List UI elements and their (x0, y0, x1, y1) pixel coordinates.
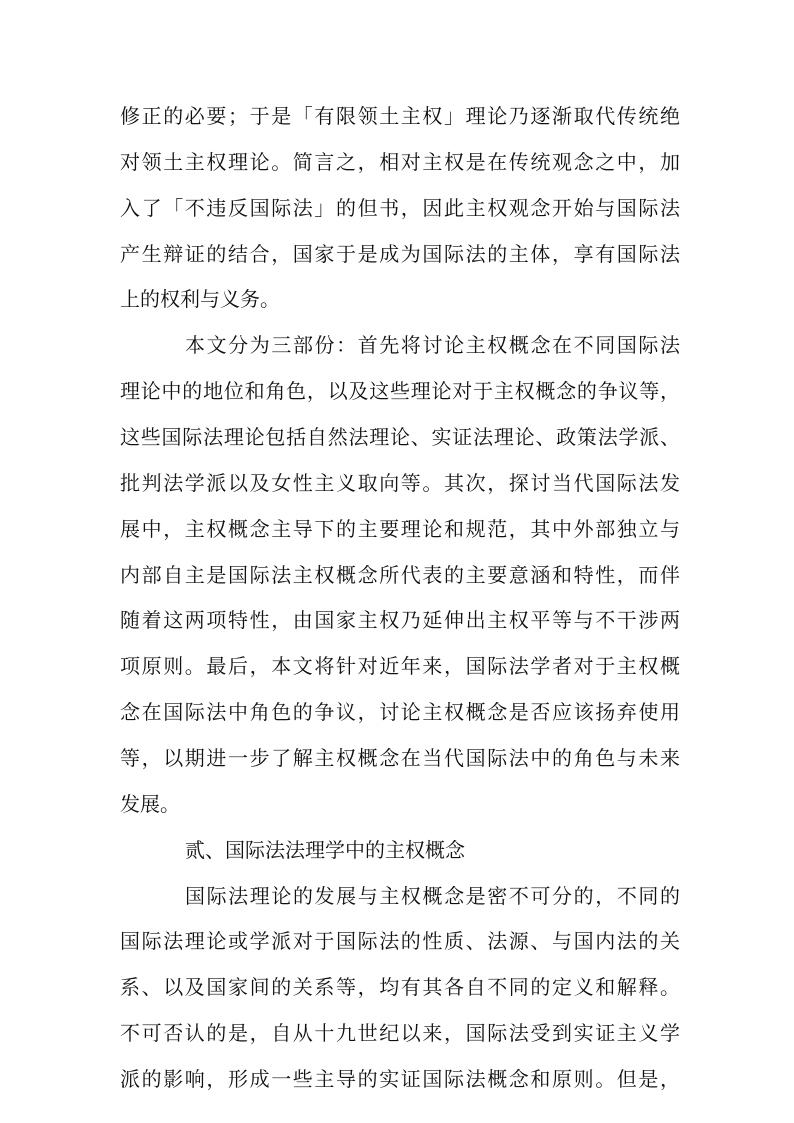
paragraph-line: 展中，主权概念主导下的主要理论和规范，其中外部独立与 (120, 517, 680, 541)
paragraph-line: 这些国际法理论包括自然法理论、实证法理论、政策法学派、 (120, 425, 680, 449)
paragraph-line: 内部自主是国际法主权概念所代表的主要意涵和特性，而伴 (120, 563, 680, 587)
paragraph-line: 项原则。最后，本文将针对近年来，国际法学者对于主权概 (120, 654, 680, 678)
paragraph-line: 国际法理论的发展与主权概念是密不可分的，不同的 (185, 884, 680, 908)
paragraph-line: 随着这两项特性，由国家主权乃延伸出主权平等与不干涉两 (120, 608, 680, 632)
paragraph-line: 系、以及国家间的关系等，均有其各自不同的定义和解释。 (120, 975, 680, 999)
paragraph-line: 上的权利与义务。 (120, 287, 280, 311)
paragraph-line: 对领土主权理论。简言之，相对主权是在传统观念之中，加 (120, 150, 680, 174)
section-heading: 贰、国际法法理学中的主权概念 (185, 838, 465, 862)
paragraph-line: 批判法学派以及女性主义取向等。其次，探讨当代国际法发 (120, 471, 680, 495)
paragraph-line: 国际法理论或学派对于国际法的性质、法源、与国内法的关 (120, 929, 680, 953)
paragraph-line: 入了「不违反国际法」的但书，因此主权观念开始与国际法 (120, 196, 680, 220)
paragraph-line: 理论中的地位和角色，以及这些理论对于主权概念的争议等， (120, 379, 680, 403)
paragraph-line: 本文分为三部份：首先将讨论主权概念在不同国际法 (185, 333, 680, 357)
paragraph-line: 发展。 (120, 792, 180, 816)
paragraph-line: 派的影响，形成一些主导的实证国际法概念和原则。但是， (120, 1067, 680, 1091)
paragraph-line: 不可否认的是，自从十九世纪以来，国际法受到实证主义学 (120, 1021, 680, 1045)
paragraph-line: 等，以期进一步了解主权概念在当代国际法中的角色与未来 (120, 746, 680, 770)
paragraph-line: 产生辩证的结合，国家于是成为国际法的主体，享有国际法 (120, 242, 680, 266)
paragraph-line: 修正的必要；于是「有限领土主权」理论乃逐渐取代传统绝 (120, 104, 680, 128)
paragraph-line: 念在国际法中角色的争议，讨论主权概念是否应该扬弃使用 (120, 700, 680, 724)
